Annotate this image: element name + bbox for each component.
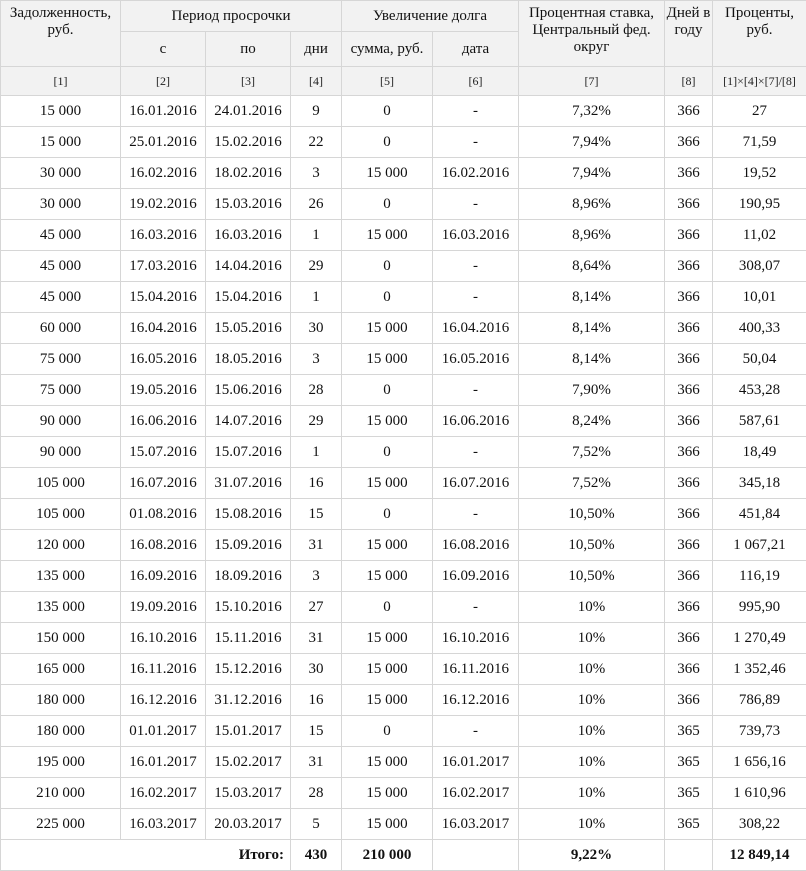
cell-from: 16.05.2016 [121, 344, 206, 375]
cell-from: 16.11.2016 [121, 654, 206, 685]
cell-from: 15.04.2016 [121, 282, 206, 313]
cell-increase-sum: 0 [342, 96, 433, 127]
cell-interest: 345,18 [713, 468, 806, 499]
cell-rate: 10% [519, 592, 665, 623]
table-row [1, 158, 806, 189]
cell-increase-sum: 15 000 [342, 158, 433, 189]
cell-year-days: 366 [665, 251, 713, 282]
cell-interest: 19,52 [713, 158, 806, 189]
cell-increase-sum: 0 [342, 375, 433, 406]
table-row [1, 530, 806, 561]
cell-to: 15.11.2016 [206, 623, 291, 654]
cell-to: 15.06.2016 [206, 375, 291, 406]
cell-increase-date: 16.01.2017 [433, 747, 519, 778]
cell-debt: 165 000 [1, 654, 121, 685]
cell-rate: 8,14% [519, 344, 665, 375]
cell-year-days: 366 [665, 220, 713, 251]
cell-rate: 10% [519, 654, 665, 685]
cell-rate: 7,52% [519, 437, 665, 468]
cell-year-days: 366 [665, 406, 713, 437]
cell-increase-sum: 15 000 [342, 809, 433, 840]
cell-year-days: 366 [665, 685, 713, 716]
cell-increase-sum: 15 000 [342, 220, 433, 251]
cell-from: 16.01.2017 [121, 747, 206, 778]
cell-debt: 90 000 [1, 437, 121, 468]
cell-from: 16.12.2016 [121, 685, 206, 716]
table-row [1, 654, 806, 685]
cell-from: 16.03.2016 [121, 220, 206, 251]
cell-rate: 7,94% [519, 158, 665, 189]
cell-year-days: 366 [665, 189, 713, 220]
cell-rate: 7,90% [519, 375, 665, 406]
table-row [1, 220, 806, 251]
cell-increase-sum: 15 000 [342, 654, 433, 685]
cell-rate: 8,14% [519, 313, 665, 344]
cell-increase-date: - [433, 375, 519, 406]
table-row [1, 623, 806, 654]
cell-year-days: 366 [665, 127, 713, 158]
cell-from: 16.02.2016 [121, 158, 206, 189]
cell-rate: 10% [519, 778, 665, 809]
cell-increase-date: 16.12.2016 [433, 685, 519, 716]
cell-days: 5 [291, 809, 342, 840]
cell-days: 3 [291, 344, 342, 375]
cell-from: 16.08.2016 [121, 530, 206, 561]
cell-year-days: 366 [665, 375, 713, 406]
cell-increase-date: 16.06.2016 [433, 406, 519, 437]
cell-increase-sum: 15 000 [342, 468, 433, 499]
table-row [1, 747, 806, 778]
cell-increase-sum: 0 [342, 499, 433, 530]
cell-days: 1 [291, 220, 342, 251]
cell-increase-date: 16.02.2017 [433, 778, 519, 809]
cell-from: 19.09.2016 [121, 592, 206, 623]
cell-rate: 8,64% [519, 251, 665, 282]
cell-rate: 10% [519, 747, 665, 778]
cell-rate: 8,14% [519, 282, 665, 313]
cell-to: 16.03.2016 [206, 220, 291, 251]
cell-increase-sum: 0 [342, 189, 433, 220]
cell-increase-date: - [433, 592, 519, 623]
header-interest: Проценты, руб. [713, 1, 806, 67]
cell-interest: 1 270,49 [713, 623, 806, 654]
cell-to: 15.03.2017 [206, 778, 291, 809]
cell-interest: 10,01 [713, 282, 806, 313]
cell-interest: 739,73 [713, 716, 806, 747]
cell-from: 25.01.2016 [121, 127, 206, 158]
cell-days: 28 [291, 778, 342, 809]
cell-increase-date: 16.07.2016 [433, 468, 519, 499]
cell-increase-sum: 0 [342, 592, 433, 623]
cell-rate: 8,96% [519, 189, 665, 220]
cell-interest: 190,95 [713, 189, 806, 220]
table-row [1, 809, 806, 840]
cell-debt: 45 000 [1, 251, 121, 282]
cell-from: 16.01.2016 [121, 96, 206, 127]
table-row [1, 468, 806, 499]
cell-days: 15 [291, 499, 342, 530]
cell-to: 15.08.2016 [206, 499, 291, 530]
cell-year-days: 366 [665, 437, 713, 468]
cell-to: 15.10.2016 [206, 592, 291, 623]
cell-to: 24.01.2016 [206, 96, 291, 127]
cell-rate: 10% [519, 685, 665, 716]
totals-sum: 210 000 [342, 840, 433, 871]
cell-interest: 453,28 [713, 375, 806, 406]
cell-to: 15.03.2016 [206, 189, 291, 220]
cell-rate: 10,50% [519, 561, 665, 592]
cell-days: 31 [291, 530, 342, 561]
table-row [1, 561, 806, 592]
cell-increase-date: - [433, 251, 519, 282]
cell-year-days: 365 [665, 809, 713, 840]
column-code: [1]×[4]×[7]/[8] [713, 67, 806, 96]
cell-increase-sum: 15 000 [342, 530, 433, 561]
cell-rate: 8,24% [519, 406, 665, 437]
cell-debt: 15 000 [1, 96, 121, 127]
cell-to: 15.07.2016 [206, 437, 291, 468]
cell-increase-date: - [433, 127, 519, 158]
cell-days: 28 [291, 375, 342, 406]
table-row [1, 375, 806, 406]
cell-to: 15.09.2016 [206, 530, 291, 561]
column-code: [3] [206, 67, 291, 96]
header-increase-sum: сумма, руб. [342, 32, 433, 67]
column-code: [7] [519, 67, 665, 96]
cell-interest: 1 656,16 [713, 747, 806, 778]
column-code: [8] [665, 67, 713, 96]
column-code: [4] [291, 67, 342, 96]
cell-rate: 10,50% [519, 499, 665, 530]
cell-increase-date: 16.02.2016 [433, 158, 519, 189]
cell-days: 16 [291, 685, 342, 716]
cell-increase-sum: 0 [342, 437, 433, 468]
cell-increase-date: - [433, 282, 519, 313]
cell-debt: 120 000 [1, 530, 121, 561]
cell-increase-sum: 0 [342, 127, 433, 158]
cell-days: 31 [291, 623, 342, 654]
cell-days: 16 [291, 468, 342, 499]
table-row [1, 499, 806, 530]
cell-days: 31 [291, 747, 342, 778]
cell-debt: 135 000 [1, 561, 121, 592]
header-period: Период просрочки [121, 1, 342, 32]
cell-increase-date: - [433, 716, 519, 747]
cell-increase-sum: 0 [342, 282, 433, 313]
cell-to: 18.02.2016 [206, 158, 291, 189]
cell-year-days: 366 [665, 96, 713, 127]
cell-increase-sum: 15 000 [342, 747, 433, 778]
cell-from: 16.07.2016 [121, 468, 206, 499]
cell-to: 15.05.2016 [206, 313, 291, 344]
cell-year-days: 366 [665, 623, 713, 654]
column-code: [1] [1, 67, 121, 96]
cell-debt: 150 000 [1, 623, 121, 654]
cell-year-days: 365 [665, 716, 713, 747]
cell-interest: 995,90 [713, 592, 806, 623]
cell-interest: 50,04 [713, 344, 806, 375]
cell-days: 3 [291, 158, 342, 189]
cell-increase-sum: 15 000 [342, 623, 433, 654]
cell-days: 29 [291, 406, 342, 437]
cell-to: 14.04.2016 [206, 251, 291, 282]
cell-interest: 1 352,46 [713, 654, 806, 685]
cell-increase-sum: 0 [342, 251, 433, 282]
table-row [1, 96, 806, 127]
cell-interest: 116,19 [713, 561, 806, 592]
cell-to: 15.02.2017 [206, 747, 291, 778]
table-row [1, 685, 806, 716]
cell-debt: 75 000 [1, 375, 121, 406]
totals-days: 430 [291, 840, 342, 871]
cell-days: 30 [291, 654, 342, 685]
header-rate: Процентная ставка, Центральный фед. округ [519, 1, 665, 67]
cell-debt: 45 000 [1, 282, 121, 313]
cell-debt: 15 000 [1, 127, 121, 158]
column-code: [5] [342, 67, 433, 96]
cell-increase-date: 16.04.2016 [433, 313, 519, 344]
cell-interest: 786,89 [713, 685, 806, 716]
cell-rate: 10% [519, 623, 665, 654]
header-year-days: Дней в году [665, 1, 713, 67]
cell-debt: 30 000 [1, 189, 121, 220]
cell-debt: 90 000 [1, 406, 121, 437]
cell-debt: 180 000 [1, 716, 121, 747]
cell-days: 27 [291, 592, 342, 623]
cell-interest: 451,84 [713, 499, 806, 530]
cell-interest: 308,22 [713, 809, 806, 840]
cell-increase-date: 16.09.2016 [433, 561, 519, 592]
cell-from: 16.03.2017 [121, 809, 206, 840]
header-days: дни [291, 32, 342, 67]
cell-rate: 10% [519, 716, 665, 747]
cell-debt: 105 000 [1, 468, 121, 499]
cell-from: 16.09.2016 [121, 561, 206, 592]
totals-empty [665, 840, 713, 871]
cell-increase-sum: 15 000 [342, 561, 433, 592]
table-body [1, 96, 806, 840]
totals-empty [433, 840, 519, 871]
cell-increase-sum: 15 000 [342, 685, 433, 716]
cell-year-days: 366 [665, 158, 713, 189]
cell-to: 31.07.2016 [206, 468, 291, 499]
cell-from: 17.03.2016 [121, 251, 206, 282]
cell-increase-date: - [433, 499, 519, 530]
cell-year-days: 366 [665, 654, 713, 685]
cell-interest: 400,33 [713, 313, 806, 344]
cell-debt: 195 000 [1, 747, 121, 778]
table-row [1, 716, 806, 747]
cell-from: 01.01.2017 [121, 716, 206, 747]
cell-increase-sum: 15 000 [342, 406, 433, 437]
column-codes-row [1, 67, 806, 96]
cell-interest: 71,59 [713, 127, 806, 158]
cell-to: 15.01.2017 [206, 716, 291, 747]
cell-increase-sum: 15 000 [342, 778, 433, 809]
cell-increase-sum: 0 [342, 716, 433, 747]
cell-increase-date: - [433, 189, 519, 220]
cell-year-days: 365 [665, 747, 713, 778]
cell-rate: 10,50% [519, 530, 665, 561]
cell-days: 3 [291, 561, 342, 592]
table-row [1, 282, 806, 313]
cell-year-days: 366 [665, 313, 713, 344]
cell-from: 16.06.2016 [121, 406, 206, 437]
column-code: [6] [433, 67, 519, 96]
cell-to: 18.05.2016 [206, 344, 291, 375]
cell-from: 15.07.2016 [121, 437, 206, 468]
totals-row [1, 840, 806, 871]
cell-year-days: 366 [665, 592, 713, 623]
cell-days: 1 [291, 282, 342, 313]
table-row [1, 344, 806, 375]
cell-interest: 1 610,96 [713, 778, 806, 809]
cell-increase-date: - [433, 437, 519, 468]
table-row [1, 251, 806, 282]
cell-increase-date: 16.10.2016 [433, 623, 519, 654]
cell-debt: 105 000 [1, 499, 121, 530]
cell-days: 26 [291, 189, 342, 220]
cell-to: 20.03.2017 [206, 809, 291, 840]
cell-debt: 45 000 [1, 220, 121, 251]
cell-debt: 30 000 [1, 158, 121, 189]
cell-interest: 27 [713, 96, 806, 127]
cell-increase-date: 16.03.2017 [433, 809, 519, 840]
cell-to: 14.07.2016 [206, 406, 291, 437]
cell-year-days: 366 [665, 344, 713, 375]
cell-from: 01.08.2016 [121, 499, 206, 530]
cell-increase-date: - [433, 96, 519, 127]
cell-year-days: 366 [665, 282, 713, 313]
table-row [1, 406, 806, 437]
cell-interest: 308,07 [713, 251, 806, 282]
cell-to: 15.12.2016 [206, 654, 291, 685]
header-increase: Увеличение долга [342, 1, 519, 32]
totals-interest: 12 849,14 [713, 840, 806, 871]
table-row [1, 127, 806, 158]
cell-year-days: 366 [665, 468, 713, 499]
cell-rate: 7,32% [519, 96, 665, 127]
cell-debt: 210 000 [1, 778, 121, 809]
cell-days: 1 [291, 437, 342, 468]
cell-rate: 7,52% [519, 468, 665, 499]
cell-rate: 10% [519, 809, 665, 840]
table-row [1, 437, 806, 468]
table-row [1, 313, 806, 344]
cell-increase-sum: 15 000 [342, 313, 433, 344]
table-row [1, 592, 806, 623]
cell-year-days: 366 [665, 561, 713, 592]
cell-days: 22 [291, 127, 342, 158]
header-increase-date: дата [433, 32, 519, 67]
column-code: [2] [121, 67, 206, 96]
cell-debt: 180 000 [1, 685, 121, 716]
header-from: с [121, 32, 206, 67]
totals-rate: 9,22% [519, 840, 665, 871]
cell-debt: 75 000 [1, 344, 121, 375]
totals-label: Итого: [1, 840, 291, 871]
cell-to: 18.09.2016 [206, 561, 291, 592]
cell-days: 29 [291, 251, 342, 282]
table-row [1, 189, 806, 220]
cell-increase-date: 16.03.2016 [433, 220, 519, 251]
cell-from: 19.05.2016 [121, 375, 206, 406]
cell-from: 16.10.2016 [121, 623, 206, 654]
cell-rate: 8,96% [519, 220, 665, 251]
cell-days: 30 [291, 313, 342, 344]
cell-interest: 587,61 [713, 406, 806, 437]
cell-to: 15.02.2016 [206, 127, 291, 158]
cell-debt: 60 000 [1, 313, 121, 344]
header-debt: Задолженность, руб. [1, 1, 121, 67]
cell-days: 9 [291, 96, 342, 127]
cell-interest: 1 067,21 [713, 530, 806, 561]
cell-days: 15 [291, 716, 342, 747]
cell-from: 16.04.2016 [121, 313, 206, 344]
cell-interest: 11,02 [713, 220, 806, 251]
cell-increase-sum: 15 000 [342, 344, 433, 375]
cell-debt: 225 000 [1, 809, 121, 840]
cell-debt: 135 000 [1, 592, 121, 623]
cell-year-days: 366 [665, 499, 713, 530]
cell-from: 16.02.2017 [121, 778, 206, 809]
cell-from: 19.02.2016 [121, 189, 206, 220]
cell-increase-date: 16.08.2016 [433, 530, 519, 561]
cell-year-days: 366 [665, 530, 713, 561]
cell-increase-date: 16.05.2016 [433, 344, 519, 375]
cell-rate: 7,94% [519, 127, 665, 158]
cell-interest: 18,49 [713, 437, 806, 468]
header-to: по [206, 32, 291, 67]
cell-year-days: 365 [665, 778, 713, 809]
cell-increase-date: 16.11.2016 [433, 654, 519, 685]
cell-to: 15.04.2016 [206, 282, 291, 313]
cell-to: 31.12.2016 [206, 685, 291, 716]
table-row [1, 778, 806, 809]
